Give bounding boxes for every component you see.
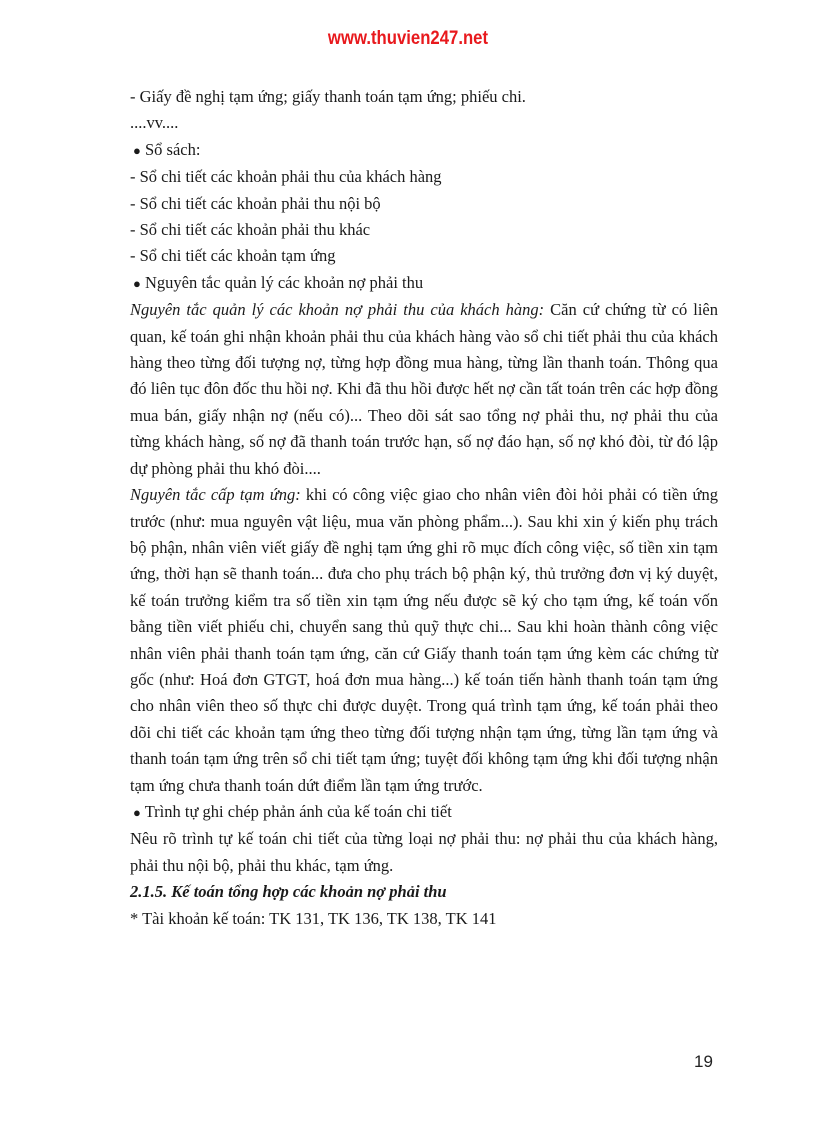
text-line-forms: - Giấy đề nghị tạm ứng; giấy thanh toán tạm ứng; phiếu chi. xyxy=(130,87,526,106)
paragraph-text-advances: khi có công việc giao cho nhân viên đòi hỏi phải có tiền ứng trước (như: mua nguyên vật liệu, mua văn phòng phẩm...). Sau khi xin ý kiến phụ trách bộ phận, nhân viên viết giấy đề nghị tạm ứng ghi rõ mục đích công việc, số tiền xin tạm ứng, thời hạn sẽ thanh toán... đưa cho phụ trách bộ phận ký, thủ trưởng đơn vị ký duyệt, kế toán trưởng kiểm tra số tiền xin tạm ứng nếu được sẽ ký cho tạm ứng, kế toán vốn bằng tiền viết phiếu chi, chuyển sang thủ quỹ thực chi... Sau khi hoàn thành công việc nhân viên phải thanh toán tạm ứng, căn cứ Giấy thanh toán tạm ứng kèm các chứng từ gốc (như: Hoá đơn GTGT, hoá đơn mua hàng...) kế toán tiến hành thanh toán tạm ứng cho nhân viên theo số thực chi được duyệt. Trong quá trình tạm ứng, kế toán phải theo dõi chi tiết các khoản tạm ứng theo từng đối tượng nhận tạm ứng, từng lần tạm ứng và thanh toán tạm ứng trên sổ chi tiết tạm ứng; tuyệt đối không tạm ứng khi đối tượng nhận tạm ứng chưa thanh toán dứt điểm lần tạm ứng trước. xyxy=(130,485,718,795)
paragraph-title-advances: Nguyên tắc cấp tạm ứng: xyxy=(130,485,301,505)
page-body xyxy=(130,84,718,932)
paragraph-advances xyxy=(130,482,718,799)
text-line-etc: ....vv.... xyxy=(130,113,179,133)
bullet-recording-label: Trình tự ghi chép phản ánh của kế toán chi tiết xyxy=(144,801,452,821)
bullet-books xyxy=(130,137,718,164)
text-line-ledger-internal: - Sổ chi tiết các khoản phải thu nội bộ xyxy=(130,193,381,213)
bullet-recording-sequence xyxy=(130,799,718,826)
text-line-ledger-advances: - Sổ chi tiết các khoản tạm ứng xyxy=(130,246,336,266)
bullet-principles xyxy=(130,270,718,297)
bullet-icon: ● xyxy=(133,142,141,158)
bullet-icon: ● xyxy=(133,275,141,291)
watermark-url[interactable]: www.thuvien247.net xyxy=(327,28,489,49)
text-line-ledger-other: - Sổ chi tiết các khoản phải thu khác xyxy=(130,220,371,240)
bullet-principles-label: Nguyên tắc quản lý các khoản nợ phải thu xyxy=(144,272,424,292)
bullet-books-label: Sổ sách: xyxy=(144,139,201,159)
page-number: 19 xyxy=(694,1052,713,1071)
paragraph-sequence: Nêu rõ trình tự kế toán chi tiết của từng loại nợ phải thu: nợ phải thu của khách hàng, phải thu nội bộ, phải thu khác, tạm ứng. xyxy=(130,829,718,875)
bullet-icon: ● xyxy=(133,804,141,820)
paragraph-customer-receivables xyxy=(130,297,718,482)
section-heading: 2.1.5. Kế toán tổng hợp các khoản nợ phải thu xyxy=(130,882,447,902)
text-line-accounts: * Tài khoản kế toán: TK 131, TK 136, TK 138, TK 141 xyxy=(130,908,497,928)
paragraph-text-customer: Căn cứ chứng từ có liên quan, kế toán ghi nhận khoản phải thu của khách hàng vào sổ chi tiết phải thu của khách hàng theo từng đối tượng nợ, từng hợp đồng mua hàng, từng lần thanh toán. Thông qua đó liên tục đôn đốc thu hồi nợ. Khi đã thu hồi được hết nợ cần tất toán trên các hợp đồng mua bán, giấy nhận nợ (nếu có)... Theo dõi sát sao tổng nợ phải thu, nợ phải thu của từng khách hàng, số nợ đã thanh toán trước hạn, số nợ đáo hạn, số nợ khó đòi, từ đó lập dự phòng phải thu khó đòi.... xyxy=(130,300,718,478)
paragraph-title-customer: Nguyên tắc quản lý các khoản nợ phải thu của khách hàng: xyxy=(130,300,545,320)
text-line-ledger-customers: - Sổ chi tiết các khoản phải thu của khách hàng xyxy=(130,167,442,187)
